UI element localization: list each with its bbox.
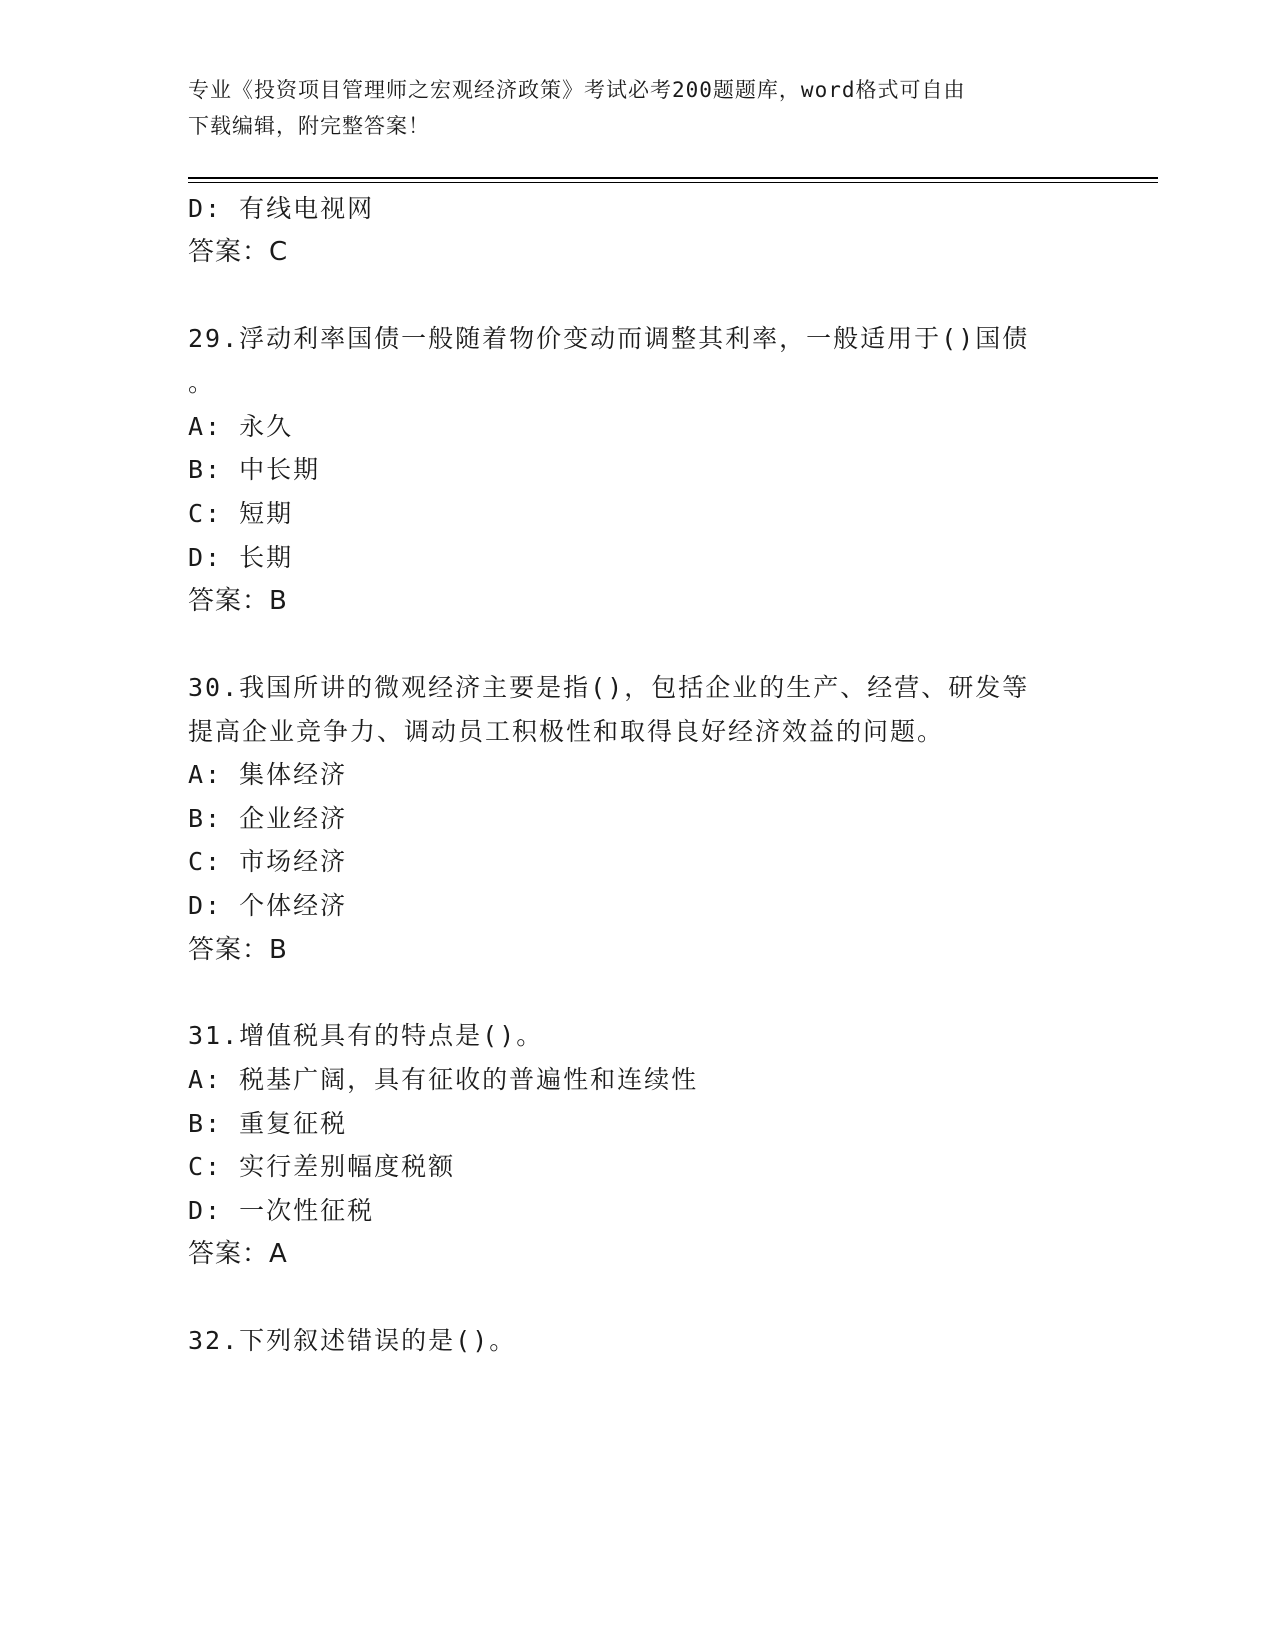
q31-option-b: B: 重复征税 xyxy=(188,1109,348,1138)
header-rule-thin xyxy=(188,182,1158,183)
q31-stem-line-1: 31.增值税具有的特点是()。 xyxy=(188,1021,544,1050)
q28-answer: 答案：C xyxy=(188,237,289,267)
q29-option-c: C: 短期 xyxy=(188,499,294,528)
q30-stem-line-1: 30.我国所讲的微观经济主要是指()，包括企业的生产、经营、研发等 xyxy=(188,673,1030,702)
q29-stem-line-2: 。 xyxy=(188,368,216,397)
header-line-1: 专业《投资项目管理师之宏观经济政策》考试必考200题题库，word格式可自由 xyxy=(188,78,966,102)
q30-stem-line-2: 提高企业竞争力、调动员工积极性和取得良好经济效益的问题。 xyxy=(188,717,945,746)
document-header xyxy=(188,72,1088,144)
q31-option-d: D: 一次性征税 xyxy=(188,1196,375,1225)
q28-option-d: D: 有线电视网 xyxy=(188,194,375,223)
q29-stem-line-1: 29.浮动利率国债一般随着物价变动而调整其利率，一般适用于()国债 xyxy=(188,324,1030,353)
q29-option-a: A: 永久 xyxy=(188,412,294,441)
q30-option-b: B: 企业经济 xyxy=(188,804,348,833)
q29-option-b: B: 中长期 xyxy=(188,455,321,484)
q29-answer: 答案：B xyxy=(188,586,288,616)
q30-option-d: D: 个体经济 xyxy=(188,891,348,920)
header-line-2: 下载编辑，附完整答案！ xyxy=(188,114,430,138)
q30-option-a: A: 集体经济 xyxy=(188,760,348,789)
header-rule-thick xyxy=(188,177,1158,179)
q30-answer: 答案：B xyxy=(188,935,288,965)
q31-option-c: C: 实行差别幅度税额 xyxy=(188,1152,456,1181)
q31-answer: 答案：A xyxy=(188,1239,288,1269)
q32-stem-line-1: 32.下列叙述错误的是()。 xyxy=(188,1326,517,1355)
q31-option-a: A: 税基广阔，具有征收的普遍性和连续性 xyxy=(188,1065,699,1094)
q29-option-d: D: 长期 xyxy=(188,543,294,572)
q30-option-c: C: 市场经济 xyxy=(188,847,348,876)
